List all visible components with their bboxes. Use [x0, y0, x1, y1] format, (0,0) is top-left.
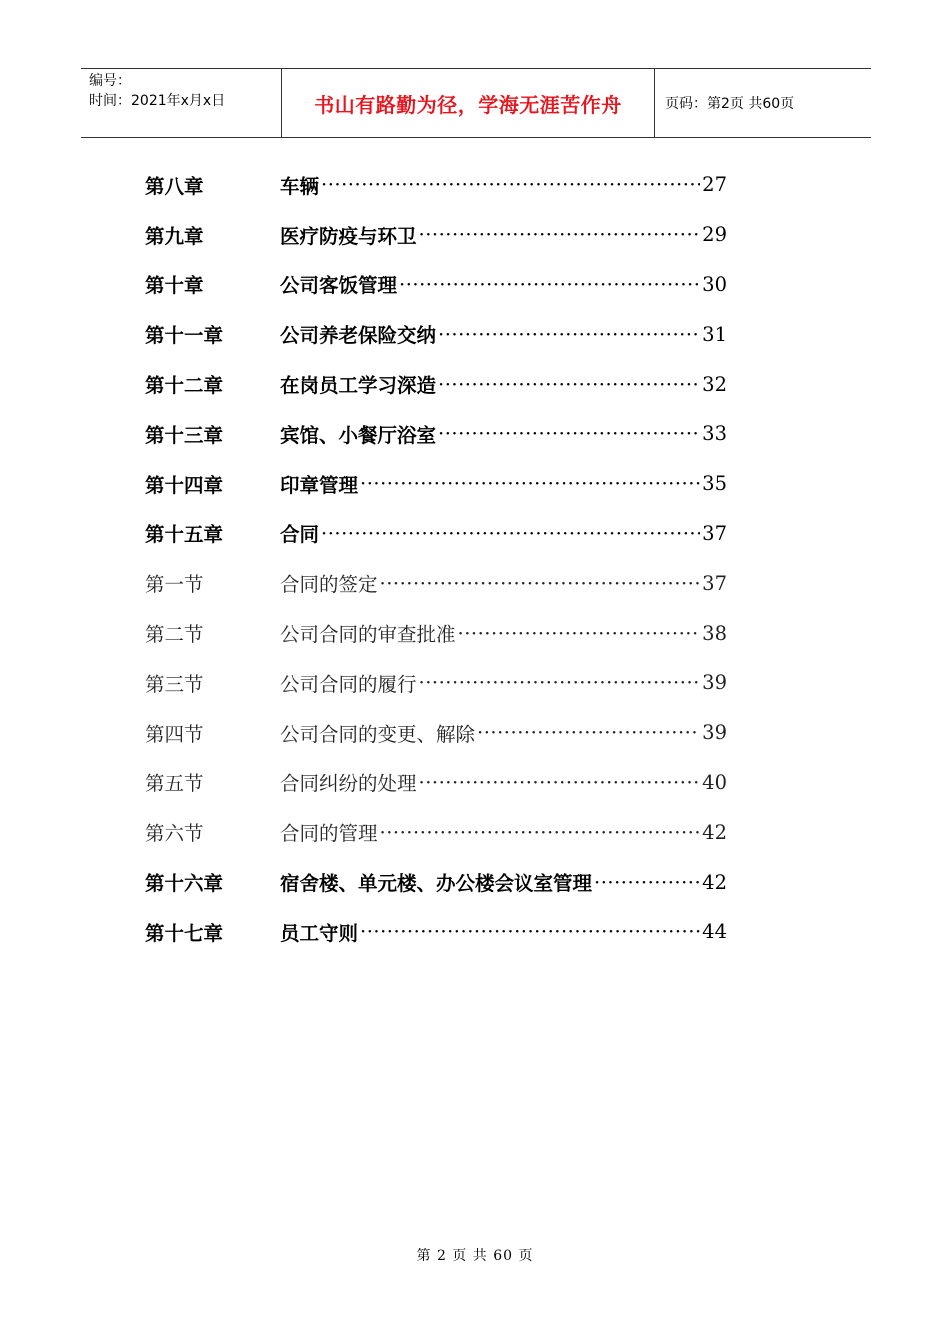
- toc-entry-title: 公司合同的履行: [280, 672, 417, 696]
- toc-entry-title: 合同纠纷的处理: [280, 772, 417, 796]
- toc-entry[interactable]: [145, 708, 727, 758]
- toc-entry-page: 30: [702, 272, 727, 296]
- time-label: 时间：2021年x月x日: [89, 93, 226, 109]
- toc-entry-label: 第八章: [145, 174, 204, 198]
- toc-entry-label: 第九章: [145, 224, 204, 248]
- toc-entry-page: 38: [702, 621, 727, 645]
- toc-entry-title: 合同的签定: [280, 573, 378, 597]
- toc-entry-title: 公司客饭管理: [280, 274, 398, 298]
- toc-entry-label: 第十章: [145, 274, 204, 298]
- toc-leader-dots: [458, 622, 701, 645]
- toc-entry-page: 37: [702, 521, 727, 545]
- toc-leader-dots: [321, 173, 700, 196]
- toc-leader-dots: [438, 323, 700, 346]
- toc-entry-page: 42: [702, 820, 727, 844]
- toc-entry-label: 第六节: [145, 822, 204, 846]
- table-of-contents: [145, 160, 727, 957]
- toc-entry-page: 27: [702, 173, 727, 197]
- toc-entry-page: 39: [702, 721, 727, 745]
- toc-entry[interactable]: [145, 409, 727, 459]
- toc-entry-page: 29: [702, 223, 727, 247]
- toc-entry[interactable]: [145, 658, 727, 708]
- toc-entry-title: 合同的管理: [280, 822, 378, 846]
- toc-entry-label: 第十七章: [145, 921, 224, 945]
- toc-entry-title: 宿舍楼、单元楼、办公楼会议室管理: [280, 872, 593, 896]
- toc-entry[interactable]: [145, 260, 727, 310]
- toc-entry-label: 第十三章: [145, 423, 224, 447]
- toc-entry-label: 第十六章: [145, 872, 224, 896]
- toc-leader-dots: [438, 422, 700, 445]
- toc-entry-title: 医疗防疫与环卫: [280, 224, 417, 248]
- toc-leader-dots: [380, 572, 701, 595]
- code-label: 编号：: [89, 73, 131, 89]
- toc-entry[interactable]: [145, 210, 727, 260]
- toc-entry-title: 印章管理: [280, 473, 359, 497]
- toc-entry-page: 37: [702, 571, 727, 595]
- toc-entry-page: 42: [702, 870, 727, 894]
- toc-entry-page: 35: [702, 472, 727, 496]
- toc-entry-label: 第三节: [145, 672, 204, 696]
- toc-entry-title: 宾馆、小餐厅浴室: [280, 423, 437, 447]
- toc-leader-dots: [594, 871, 700, 894]
- toc-entry-label: 第一节: [145, 573, 204, 597]
- toc-entry[interactable]: [145, 459, 727, 509]
- toc-entry-label: 第十四章: [145, 473, 224, 497]
- toc-leader-dots: [438, 373, 700, 396]
- toc-leader-dots: [419, 223, 701, 246]
- toc-entry[interactable]: [145, 758, 727, 808]
- toc-entry[interactable]: [145, 359, 727, 409]
- toc-entry-title: 车辆: [280, 174, 320, 198]
- toc-entry-label: 第五节: [145, 772, 204, 796]
- toc-entry-title: 员工守则: [280, 921, 359, 945]
- toc-leader-dots: [360, 920, 700, 943]
- toc-entry-page: 31: [702, 322, 727, 346]
- toc-leader-dots: [380, 821, 701, 844]
- toc-entry[interactable]: [145, 608, 727, 658]
- toc-entry[interactable]: [145, 807, 727, 857]
- toc-entry-title: 在岗员工学习深造: [280, 374, 437, 398]
- toc-entry-page: 33: [702, 422, 727, 446]
- toc-entry-label: 第四节: [145, 722, 204, 746]
- toc-entry[interactable]: [145, 558, 727, 608]
- page-header: [81, 68, 871, 138]
- toc-entry-title: 公司合同的变更、解除: [280, 722, 476, 746]
- toc-entry-label: 第十五章: [145, 523, 224, 547]
- toc-leader-dots: [477, 721, 700, 744]
- toc-entry[interactable]: [145, 160, 727, 210]
- toc-entry-title: 公司合同的审查批准: [280, 623, 456, 647]
- toc-leader-dots: [419, 771, 701, 794]
- toc-entry-title: 合同: [280, 523, 320, 547]
- toc-entry[interactable]: [145, 509, 727, 559]
- toc-entry-page: 39: [702, 671, 727, 695]
- toc-leader-dots: [399, 273, 700, 296]
- toc-entry-label: 第十二章: [145, 374, 224, 398]
- toc-entry-title: 公司养老保险交纳: [280, 324, 437, 348]
- toc-leader-dots: [419, 671, 701, 694]
- toc-entry-page: 40: [702, 770, 727, 794]
- toc-entry-label: 第二节: [145, 623, 204, 647]
- toc-leader-dots: [360, 472, 700, 495]
- toc-entry-page: 32: [702, 372, 727, 396]
- header-motto-cell: [281, 69, 655, 137]
- header-meta: [81, 69, 281, 137]
- toc-entry[interactable]: [145, 857, 727, 907]
- toc-entry-label: 第十一章: [145, 324, 224, 348]
- page-footer: 第 2 页 共 60 页: [416, 1248, 534, 1264]
- header-motto: 书山有路勤为径，学海无涯苦作舟: [314, 92, 622, 117]
- header-page-info: 页码：第2页 共60页: [665, 96, 795, 112]
- toc-entry[interactable]: [145, 907, 727, 957]
- toc-leader-dots: [321, 522, 700, 545]
- toc-entry[interactable]: [145, 309, 727, 359]
- toc-entry-page: 44: [702, 920, 727, 944]
